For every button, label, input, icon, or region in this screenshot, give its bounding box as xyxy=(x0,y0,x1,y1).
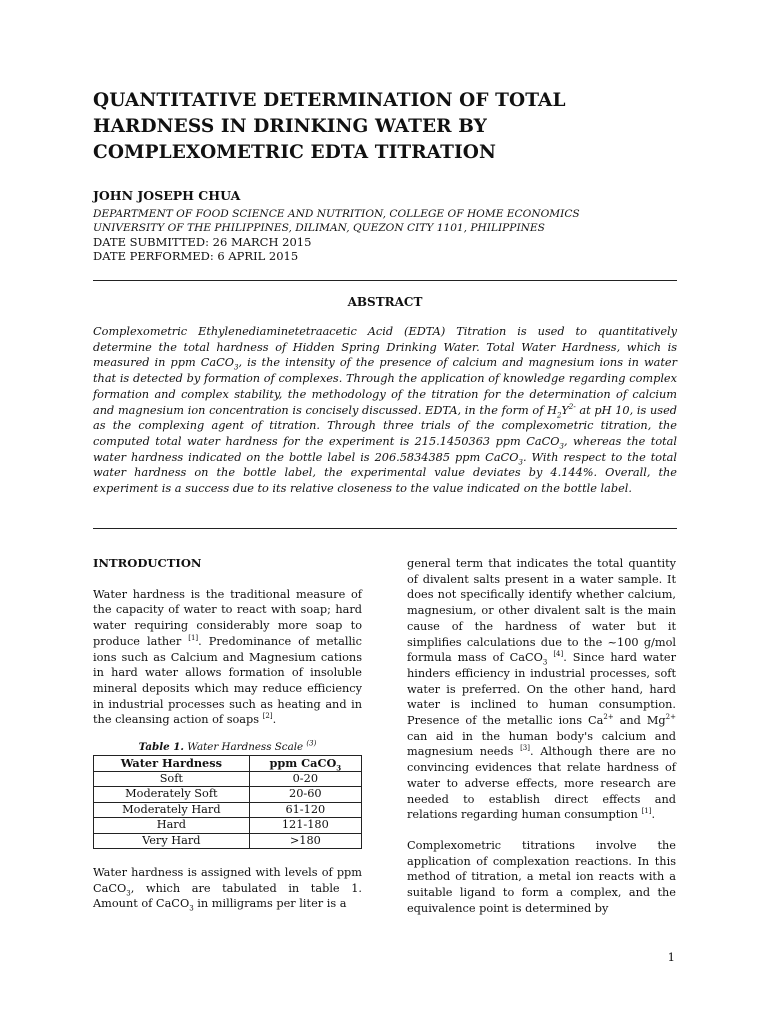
abstract-text: Complexometric Ethylenediaminetetraacetic Acid (EDTA) Titration is used to quantitatively determine the total hardness of Hidden Spring Drinking Water. Total Water Hardness, which is measured in ppm CaCO$_3$, is the intensity of the presence of calcium and magnesium ions in water that is detected by formation of complexes. Through the application of knowledge regarding complex formation and complex stability, the methodology of the titration for the determination of calcium and magnesium ion concentration is concisely discussed. EDTA, in the form of $H_2Y^{2-}$ at pH 10, is used as the complexing agent of titration. Through three trials of the complexometric titration, the computed total water hardness for the experiment is 215.1450363 ppm CaCO$_3$, whereas the total water hardness indicated on the bottle label is 206.5834385 ppm CaCO$_3$. With respect to the total water hardness on the bottle label, the experimental value deviates by 4.144%. Overall, the experiment is a success due to its relative closeness to the value indicated on the bottle label. xyxy=(93,325,678,496)
table-row xyxy=(94,833,362,849)
right-column xyxy=(407,556,676,916)
intro-paragraph-2: Water hardness is assigned with levels of ppm CaCO$_3$, which are tabulated in table 1. Amount of CaCO$_3$ in milligrams per liter is a xyxy=(93,866,362,913)
table-row xyxy=(94,787,362,803)
intro-paragraph-titrations: Complexometric titrations involve the application of complexation reactions. In this method of titration, a metal ion reacts with a suitable ligand to form a complex, and the equivalence point is determined by xyxy=(407,838,676,915)
table-row xyxy=(94,771,362,787)
table-cell: Moderately Hard xyxy=(94,802,250,818)
abstract-divider xyxy=(93,528,677,529)
table-row xyxy=(94,802,362,818)
table-cell: 61-120 xyxy=(249,802,361,818)
table-cell: >180 xyxy=(249,833,361,849)
affiliation-department: DEPARTMENT OF FOOD SCIENCE AND NUTRITION, COLLEGE OF HOME ECONOMICS xyxy=(93,208,580,220)
table-cell: 121-180 xyxy=(249,818,361,834)
date-performed: DATE PERFORMED: 6 APRIL 2015 xyxy=(93,249,299,263)
author-name: JOHN JOSEPH CHUA xyxy=(93,188,241,203)
page-number: 1 xyxy=(667,950,675,964)
date-submitted: DATE SUBMITTED: 26 MARCH 2015 xyxy=(93,235,312,249)
table-header-row xyxy=(94,756,362,772)
intro-paragraph-continued: general term that indicates the total quantity of divalent salts present in a water sample. It does not specifically identify whether calcium, magnesium, or other divalent salt is the main cause of the hardness of water but it simplifies calculations due to the ~100 g/mol formula mass of CaCO$_3$ [4]. Since hard water hinders efficiency in industrial processes, soft water is preferred. On the other hand, hard water is inclined to human consumption. Presence of the metallic ions $Ca^{2+}$ and $Mg^{2+}$ can aid in the human body's calcium and magnesium needs [3]. Although there are no convincing evidences that relate hardness of water to adverse effects, more research are needed to establish direct effects and relations regarding human consumption [1]. xyxy=(407,557,676,822)
table-cell: Moderately Soft xyxy=(94,787,250,803)
table-cell: 0-20 xyxy=(249,771,361,787)
paper-title: QUANTITATIVE DETERMINATION OF TOTAL HARDNESS IN DRINKING WATER BY COMPLEXOMETRIC EDTA TITRATION xyxy=(93,90,566,163)
table-cell: Soft xyxy=(94,771,250,787)
introduction-heading: INTRODUCTION xyxy=(93,556,202,570)
table-cell: Hard xyxy=(94,818,250,834)
table-cell: 20-60 xyxy=(249,787,361,803)
table-caption: Table 1. Water Hardness Scale $^{(3)}$ xyxy=(138,739,317,754)
table-header-cell: Water Hardness xyxy=(94,756,250,772)
table-header-cell: ppm CaCO$_3$ xyxy=(249,756,361,772)
left-column xyxy=(93,556,362,912)
affiliation-university: UNIVERSITY OF THE PHILIPPINES, DILIMAN, QUEZON CITY 1101, PHILIPPINES xyxy=(93,222,545,234)
top-divider xyxy=(93,280,677,281)
table-row xyxy=(94,818,362,834)
abstract-heading: ABSTRACT xyxy=(347,295,423,309)
intro-paragraph-1: Water hardness is the traditional measure of the capacity of water to react with soap; hard water requiring considerably more soap to produce lather [1]. Predominance of metallic ions such as Calcium and Magnesium cations in hard water allows formation of insoluble mineral deposits which may reduce efficiency in industrial processes such as heating and in the cleansing action of soaps [2]. xyxy=(93,587,362,727)
water-hardness-table xyxy=(93,755,362,849)
table-cell: Very Hard xyxy=(94,833,250,849)
